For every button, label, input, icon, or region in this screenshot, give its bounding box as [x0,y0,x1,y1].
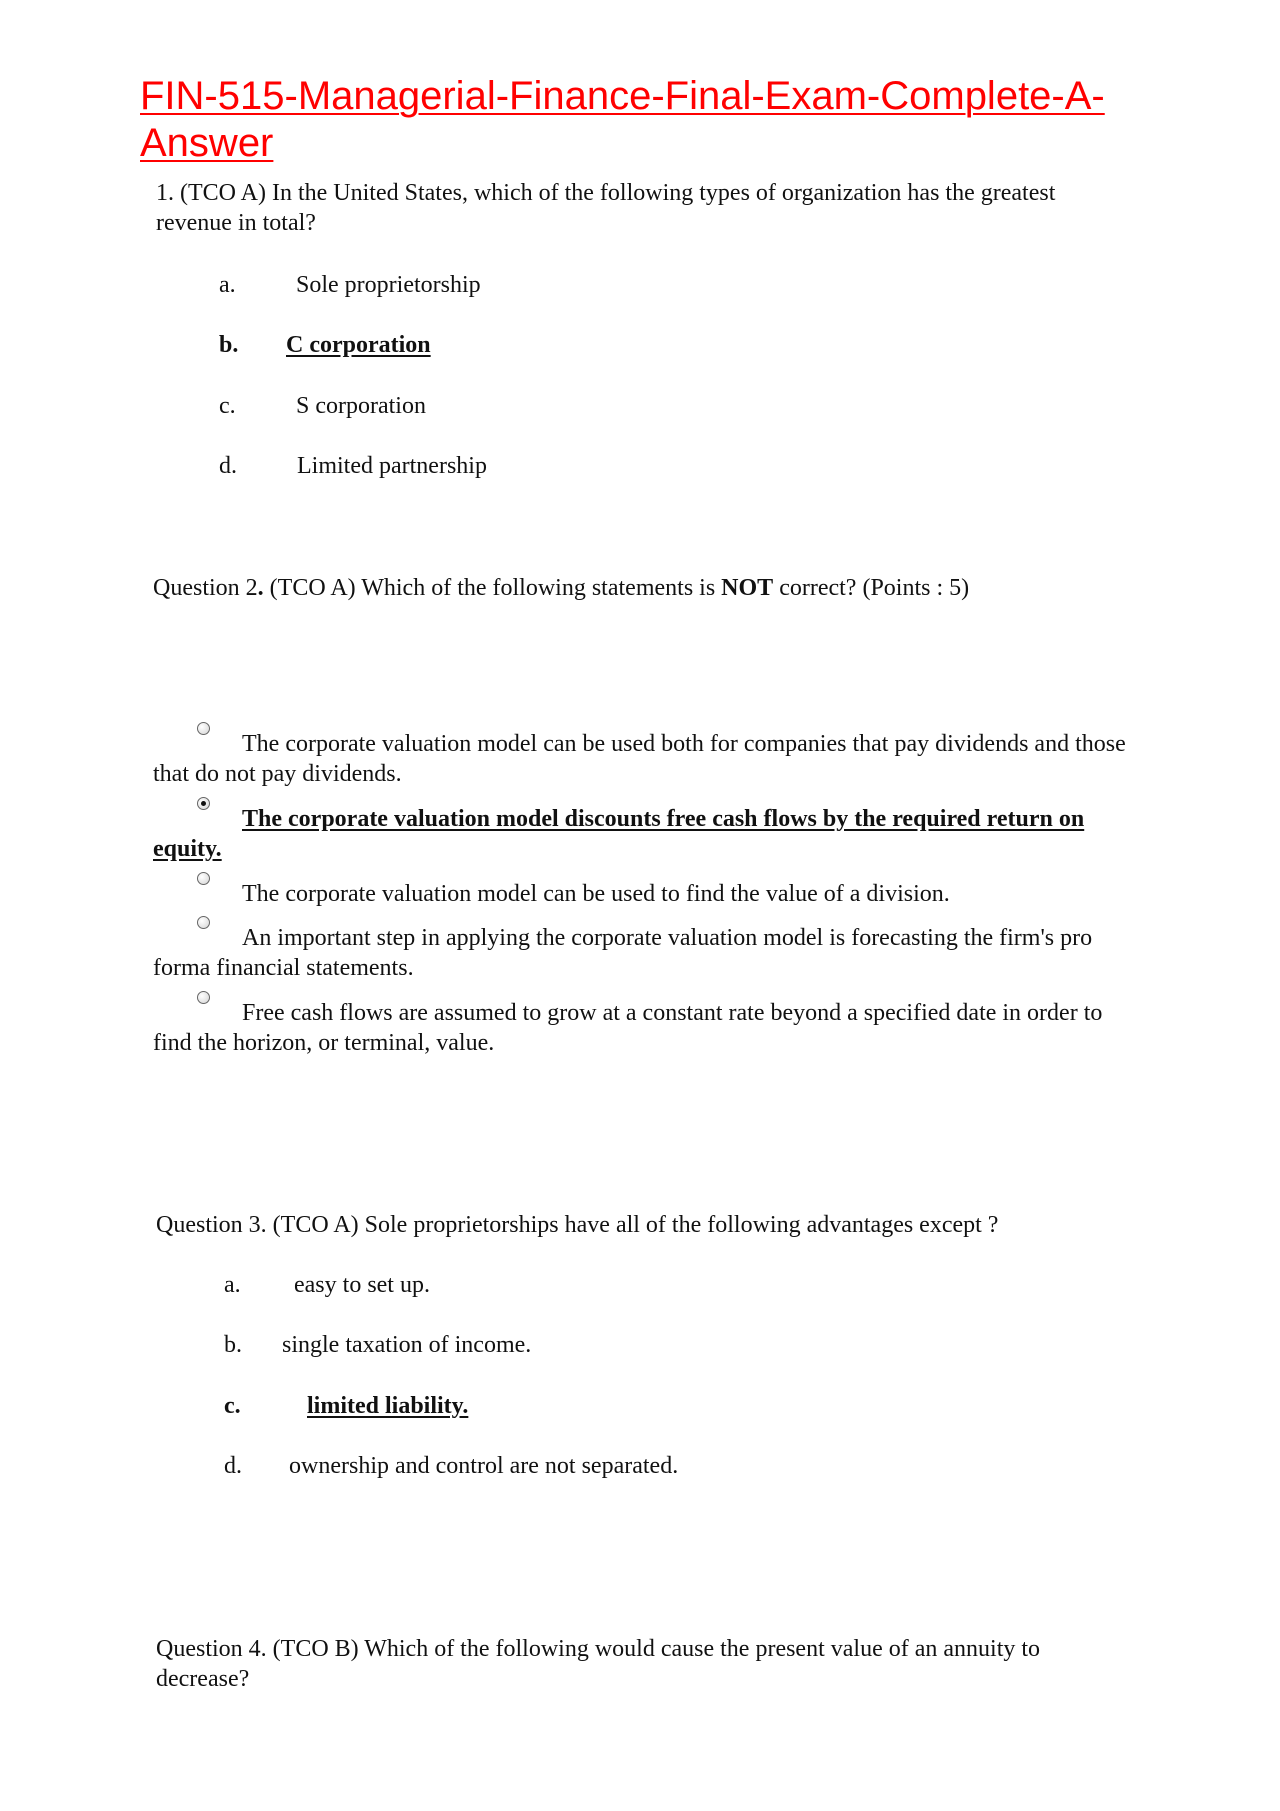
option-letter: c. [224,1393,241,1419]
option-letter: d. [219,453,237,479]
question-3-prompt: Question 3. (TCO A) Sole proprietorships have all of the following advantages except ? [156,1212,999,1238]
document-title[interactable]: FIN-515-Managerial-Finance-Final-Exam-Complete-A-Answer [140,74,1105,165]
question-2-prompt-mid: (TCO A) Which of the following statements is [263,575,722,601]
question-2-dot: . [257,575,264,601]
question-2-label: Question 2 [153,575,258,601]
question-2-choice-4 [153,923,1143,983]
question-4-prompt: Question 4. (TCO B) Which of the following would cause the present value of an annuity to decrease? [156,1636,1041,1692]
question-2-choice-3 [153,879,1143,909]
question-2-prompt-end: correct? (Points : 5) [773,575,970,601]
question-2-emphasis: NOT [721,575,774,601]
option-letter: c. [219,393,236,419]
option-letter: a. [219,272,236,298]
option-text: easy to set up. [294,1272,430,1298]
question-2-choice-5 [153,998,1143,1058]
question-2-choice-1 [153,729,1143,789]
option-text: single taxation of income. [282,1332,532,1358]
option-letter: a. [224,1272,241,1298]
choice-text: The corporate valuation model can be used to find the value of a division. [242,881,950,907]
option-text: Sole proprietorship [296,272,481,298]
option-text-correct-answer: C corporation [286,332,431,358]
question-1-prompt: 1. (TCO A) In the United States, which of the following types of organization has the greatest revenue in total? [156,180,1056,236]
question-2-choice-2-correct-answer [153,804,1143,864]
option-letter: b. [219,332,239,358]
option-letter: b. [224,1332,242,1358]
choice-text: Free cash flows are assumed to grow at a constant rate beyond a specified date in order to find the horizon, or terminal, value. [153,1000,1103,1056]
option-text: ownership and control are not separated. [289,1453,679,1479]
choice-text: The corporate valuation model can be used both for companies that pay dividends and those that do not pay dividends. [153,731,1126,787]
option-text: S corporation [296,393,426,419]
choice-text: An important step in applying the corporate valuation model is forecasting the firm's pro forma financial statements. [153,925,1093,981]
choice-text: The corporate valuation model discounts free cash flows by the required return on equity. [153,806,1085,862]
option-text-correct-answer: limited liability. [307,1393,469,1419]
option-letter: d. [224,1453,242,1479]
question-2-prompt [153,573,1153,603]
option-text: Limited partnership [297,453,487,479]
